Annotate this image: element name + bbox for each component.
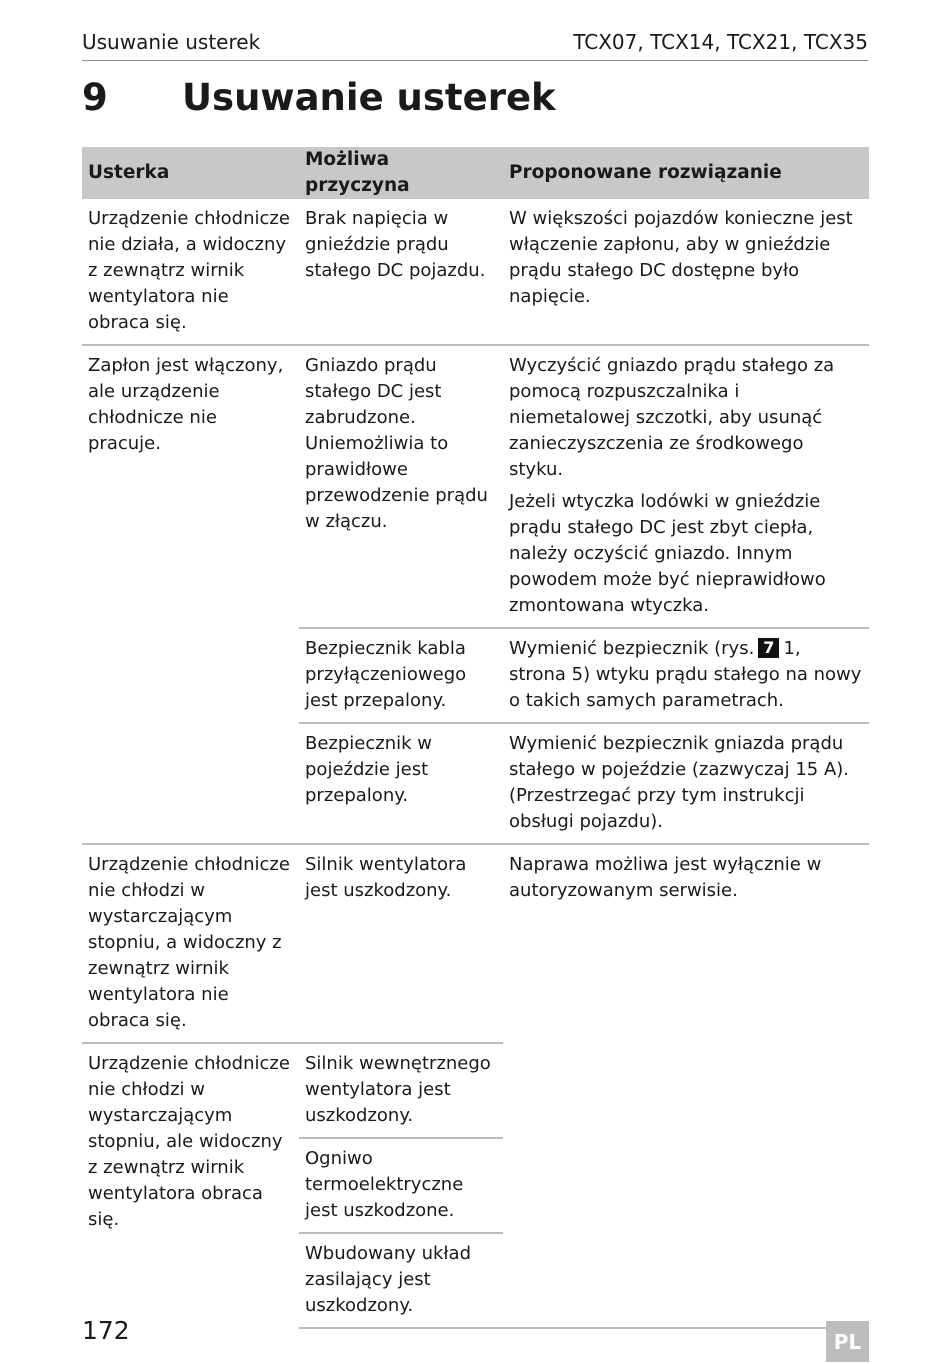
cause-cell <box>299 844 503 1043</box>
fault-text: Zapłon jest włączony, ale urządzenie chłodnicze nie pracuje. <box>88 355 284 454</box>
header-solution: Proponowane rozwiązanie <box>503 147 869 199</box>
cause-cell <box>299 1043 503 1138</box>
solution-text-extra: Jeżeli wtyczka lodówki w gnieździe prądu stałego DC jest zbyt ciepła, należy oczyścić gniazdo. Innym powodem może być nieprawidłowo zmontowana wtyczka. <box>509 491 826 616</box>
cause-text: Ogniwo termoelektryczne jest uszkodzone. <box>305 1148 464 1221</box>
fault-text: Urządzenie chłodnicze nie chłodzi w wystarczającym stopniu, ale widoczny z zewnątrz wirnik wentylatora obraca się. <box>88 1053 290 1230</box>
cause-cell <box>299 628 503 723</box>
solution-cell <box>503 345 869 628</box>
cause-cell <box>299 1233 503 1328</box>
cause-text: Wbudowany układ zasilający jest uszkodzony. <box>305 1243 472 1316</box>
fault-text: Urządzenie chłodnicze nie chłodzi w wystarczającym stopniu, a widoczny z zewnątrz wirnik wentylatora nie obraca się. <box>88 854 290 1031</box>
solution-cell <box>503 199 869 345</box>
solution-text-start: Wymienić bezpiecznik (rys. <box>509 638 755 659</box>
solution-cell <box>503 628 869 723</box>
header-fault: Usterka <box>82 147 299 199</box>
cause-cell <box>299 199 503 345</box>
solution-text: W większości pojazdów konieczne jest włączenie zapłonu, aby w gnieździe prądu stałego DC dostępne było napięcie. <box>509 208 853 307</box>
fault-text: Urządzenie chłodnicze nie działa, a widoczny z zewnątrz wirnik wentylatora nie obraca się. <box>88 208 290 333</box>
header-cause: Możliwa przyczyna <box>299 147 503 199</box>
fault-cell <box>82 1043 299 1328</box>
table-row <box>82 345 869 628</box>
cause-cell <box>299 345 503 628</box>
cause-text: Brak napięcia w gnieździe prądu stałego DC pojazdu. <box>305 208 486 281</box>
cause-cell <box>299 1138 503 1233</box>
solution-text-end: 1, strona 5) wtyku prądu stałego na nowy o takich samych parametrach. <box>509 638 862 711</box>
solution-text: Wyczyścić gniazdo prądu stałego za pomocą rozpuszczalnika i niemetalowej szczotki, aby usunąć zanieczyszczenia ze środkowego styku. <box>509 355 835 480</box>
cause-text: Gniazdo prądu stałego DC jest zabrudzone. Uniemożliwia to prawidłowe przewodzenie prądu w złączu. <box>305 355 488 532</box>
table-row <box>82 844 869 1043</box>
cause-text: Silnik wentylatora jest uszkodzony. <box>305 854 467 901</box>
solution-cell <box>503 723 869 844</box>
page-number: 172 <box>82 1316 130 1345</box>
table-header-row <box>82 147 869 199</box>
chapter-title: Usuwanie usterek <box>182 76 556 119</box>
troubleshooting-table <box>82 147 869 1329</box>
solution-text: Naprawa możliwa jest wyłącznie w autoryzowanym serwisie. <box>509 854 822 901</box>
solution-cell <box>503 844 869 1328</box>
cause-text: Bezpiecznik w pojeździe jest przepalony. <box>305 733 432 806</box>
solution-text <box>509 636 863 714</box>
running-header-section: Usuwanie usterek <box>82 30 261 54</box>
fault-cell <box>82 844 299 1043</box>
cause-cell <box>299 723 503 844</box>
fault-cell <box>82 199 299 345</box>
language-badge: PL <box>826 1321 869 1362</box>
chapter-number: 9 <box>82 76 108 119</box>
header-divider <box>82 60 868 61</box>
table-row <box>82 199 869 345</box>
fault-cell <box>82 345 299 844</box>
figure-reference-badge: 7 <box>758 638 779 658</box>
running-header-models: TCX07, TCX14, TCX21, TCX35 <box>573 30 868 54</box>
cause-text: Silnik wewnętrznego wentylatora jest uszkodzony. <box>305 1053 491 1126</box>
cause-text: Bezpiecznik kabla przyłączeniowego jest przepalony. <box>305 638 467 711</box>
solution-text: Wymienić bezpiecznik gniazda prądu stałego w pojeździe (zazwyczaj 15 A). (Przestrzegać przy tym instrukcji obsługi pojazdu). <box>509 733 849 832</box>
